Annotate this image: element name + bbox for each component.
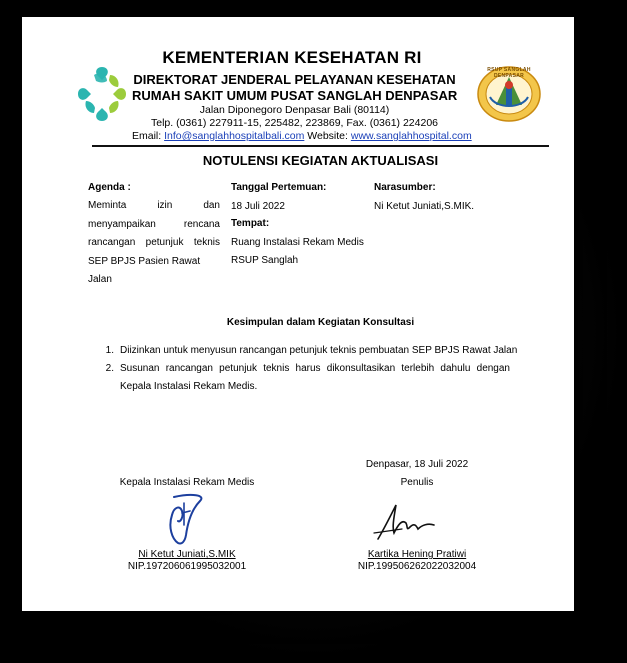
document-title: NOTULENSI KEGIATAN AKTUALISASI [202, 153, 439, 168]
contact-line [132, 130, 472, 142]
agenda-text [88, 197, 220, 285]
agenda-line [88, 216, 220, 235]
list-item-continuation [102, 378, 512, 396]
agenda-line [88, 234, 220, 253]
list-number: 2. [105, 363, 114, 374]
list-text: Kepala Instalasi Rekam Medis. [120, 381, 258, 392]
agenda-word: teknis [193, 237, 220, 248]
seal-text: RSUP SANGLAH DENPASAR [487, 67, 531, 79]
list-item [102, 342, 518, 360]
left-signer-nip: NIP.197206061995032001 [127, 561, 247, 572]
place-line2: RSUP Sanglah [231, 255, 299, 266]
ministry-name: KEMENTERIAN KESEHATAN RI [162, 48, 422, 67]
hospital-address: Jalan Diponegoro Denpasar Bali (80114) [199, 104, 390, 116]
hospital-name: RUMAH SAKIT UMUM PUSAT SANGLAH DENPASAR [132, 88, 458, 103]
right-signer-role: Penulis [400, 477, 434, 488]
agenda-word: rancangan [88, 237, 136, 248]
place-date: Denpasar, 18 Juli 2022 [365, 459, 469, 470]
conclusion-list [102, 342, 518, 396]
agenda-word: menyampaikan [88, 218, 156, 230]
place-label: Tempat: [231, 218, 270, 229]
agenda-label: Agenda : [88, 182, 131, 193]
agenda-word: petunjuk [145, 237, 184, 248]
agenda-line [88, 253, 220, 285]
date-label: Tanggal Pertemuan: [231, 182, 327, 193]
email-label: Email: [132, 130, 162, 142]
agenda-word: rencana [183, 218, 220, 230]
right-signature-icon [372, 499, 442, 545]
left-signer-name: Ni Ketut Juniati,S.MIK [138, 549, 236, 560]
document-page [22, 17, 574, 611]
directorate-name: DIREKTORAT JENDERAL PELAYANAN KESEHATAN [133, 72, 456, 87]
place-line1: Ruang Instalasi Rekam Medis [231, 237, 364, 248]
website-link[interactable]: www.sanglahhospital.com [350, 130, 472, 142]
agenda-word: izin [157, 200, 173, 211]
agenda-word: SEP BPJS Pasien Rawat Jalan [88, 255, 201, 285]
speaker-name: Ni Ketut Juniati,S.MIK. [374, 201, 475, 212]
list-number: 1. [105, 345, 114, 356]
right-signer-name: Kartika Hening Pratiwi [367, 549, 467, 560]
list-text: Diizinkan untuk menyusun rancangan petunjuk teknis pembuatan SEP BPJS Rawat Jalan [120, 345, 518, 356]
agenda-word: dan [203, 200, 220, 211]
conclusion-title: Kesimpulan dalam Kegiatan Konsultasi [226, 317, 415, 328]
right-signer-nip: NIP.199506262022032004 [357, 561, 477, 572]
left-signature-icon [162, 491, 210, 547]
speaker-label: Narasumber: [374, 182, 436, 193]
website-label: Website: [307, 130, 348, 142]
hospital-phone: Telp. (0361) 227911-15, 225482, 223869, Fax. (0361) 224206 [150, 117, 439, 129]
agenda-line [88, 197, 220, 216]
list-item [102, 360, 512, 378]
kemenkes-logo-icon [74, 63, 130, 125]
email-link[interactable]: Info@sanglahhospitalbali.com [164, 130, 305, 142]
meeting-date: 18 Juli 2022 [231, 201, 285, 212]
list-text: Susunan rancangan petunjuk teknis harus dikonsultasikan terlebih dahulu dengan [120, 363, 510, 374]
agenda-word: Meminta [88, 200, 127, 211]
left-signer-role: Kepala Instalasi Rekam Medis [119, 477, 255, 488]
header-divider [92, 145, 549, 147]
